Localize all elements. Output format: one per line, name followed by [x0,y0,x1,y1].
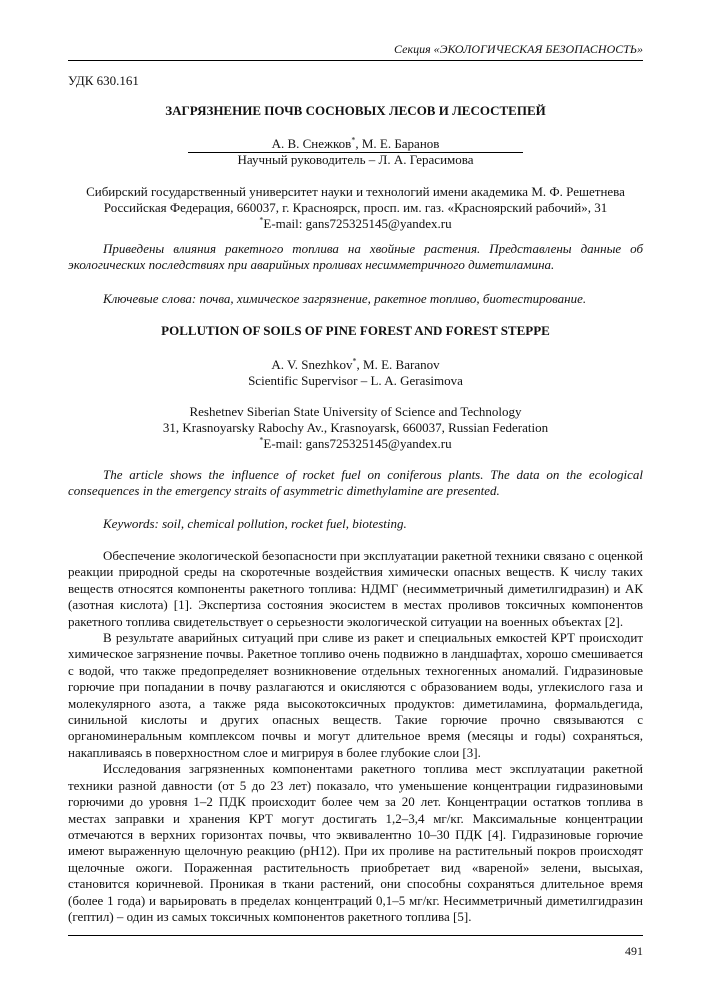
udk-code: УДК 630.161 [68,73,139,88]
en-author-mark: * [352,356,357,366]
page-number: 491 [625,944,643,958]
ru-email-text: E-mail: gans725325145@yandex.ru [263,216,452,231]
en-authors [68,357,643,373]
ru-supervisor: Научный руководитель – Л. А. Герасимова [237,152,474,167]
ru-abstract: Приведены влияния ракетного топлива на хвойные растения. Представлены данные об экологических последствиях при аварийных проливах несимметричного диметиламина. [68,241,643,273]
en-email-text: E-mail: gans725325145@yandex.ru [263,436,452,451]
en-title: POLLUTION OF SOILS OF PINE FOREST AND FOREST STEPPE [161,323,550,338]
ru-affiliation [68,184,643,232]
ru-author-1: А. В. Снежков [271,136,352,151]
ru-email-mark: * [259,215,264,225]
ru-title: ЗАГРЯЗНЕНИЕ ПОЧВ СОСНОВЫХ ЛЕСОВ И ЛЕСОСТЕПЕЙ [165,103,546,118]
en-email-mark: * [259,435,264,445]
ru-affiliation-line-1: Сибирский государственный университет науки и технологий имени академика М. Ф. Решетнева [86,184,625,199]
en-abstract: The article shows the influence of rocket fuel on coniferous plants. The data on the ecological consequences in the emergency straits of asymmetric dimethylamine are presented. [68,467,643,499]
body-paragraph-2: В результате аварийных ситуаций при сливе из ракет и специальных емкостей КРТ происходит химическое загрязнение почвы. Ракетное топливо очень подвижно в ландшафтах, хорошо смешивается с водой, что также предопределяет возникновение отдельных техногенных аномалий. Гидразиновые горючие при попадании в почву разлагаются и окисляются с образованием воды, углекислого газа и молекулярного азота, а также ряда высокотоксичных продуктов: диметиламина, формальдегида, синильной кислоты и других опасных веществ. Такие горючие прочно связываются с органоминеральным комплексом почвы и могут длительное время (месяцы и годы) сохраняться, накапливаясь в поверхностном слое и мигрируя в более глубокие слои [3]. [68,630,643,760]
body-paragraph-3: Исследования загрязненных компонентами ракетного топлива мест эксплуатации ракетной техники разной давности (от 5 до 23 лет) показало, что уменьшение концентрации гидразиновыми горючими до уровня 1–2 ПДК происходит более чем за 20 лет. Концентрации остатков топлива в местах заправки и хранения КРТ могут достигать 1,2–3,4 мг/кг. Максимальные концентрации отмечаются в верхних горизонтах почвы, что эквивалентно 10–30 ПДК [4]. Гидразиновые горючие имеют выраженную щелочную реакцию (pH12). При их проливе на растительный покров происходят щелочные ожоги. Пораженная растительность приобретает вид «вареной» зелени, высыхая, становится коричневой. Проникая в ткани растений, они способны сохраняться длительное время (более 1 года) и варьировать в пределах концентраций 0,1–5 мг/кг. Несимметричный диметилгидразин (гептил) – один из самых токсичных компонентов ракетного топлива [5]. [68,761,643,924]
body-text [68,548,643,925]
running-header: Секция «ЭКОЛОГИЧЕСКАЯ БЕЗОПАСНОСТЬ» [394,42,643,56]
en-affiliation [68,404,643,452]
page [68,0,643,1003]
en-affiliation-line-2: 31, Krasnoyarsky Rabochy Av., Krasnoyarsk, 660037, Russian Federation [162,420,549,435]
en-affiliation-line-1: Reshetnev Siberian State University of Science and Technology [189,404,522,419]
ru-affiliation-line-2: Российская Федерация, 660037, г. Красноярск, просп. им. газ. «Красноярский рабочий», 31 [103,200,608,215]
ru-author-mark: * [351,135,356,145]
ru-author-2: , М. Е. Баранов [355,136,440,151]
header-rule [68,60,643,61]
ru-authors [68,136,643,153]
en-author-1: A. V. Snezhkov [271,357,353,372]
footer-rule [68,935,643,936]
ru-keywords: Ключевые слова: почва, химическое загрязнение, ракетное топливо, биотестирование. [103,291,587,306]
en-keywords: Keywords: soil, chemical pollution, rocket fuel, biotesting. [103,516,407,531]
body-paragraph-1: Обеспечение экологической безопасности при эксплуатации ракетной техники связано с оценкой реакции природной среды на скоротечные воздействия химически опасных веществ. К числу таких веществ относятся компоненты ракетного топлива: НДМГ (несимметричный диметилгидразин) и АК (азотная кислота) [1]. Экспертиза состояния экосистем в местах проливов токсичных компонентов ракетного топлива свидетельствует о серьезности экологической ситуации на военных объектах [2]. [68,548,643,629]
en-supervisor: Scientific Supervisor – L. A. Gerasimova [248,373,463,388]
en-email [68,436,643,452]
en-author-2: , M. E. Baranov [356,357,440,372]
ru-authors-line [188,136,524,153]
ru-email [68,216,643,232]
